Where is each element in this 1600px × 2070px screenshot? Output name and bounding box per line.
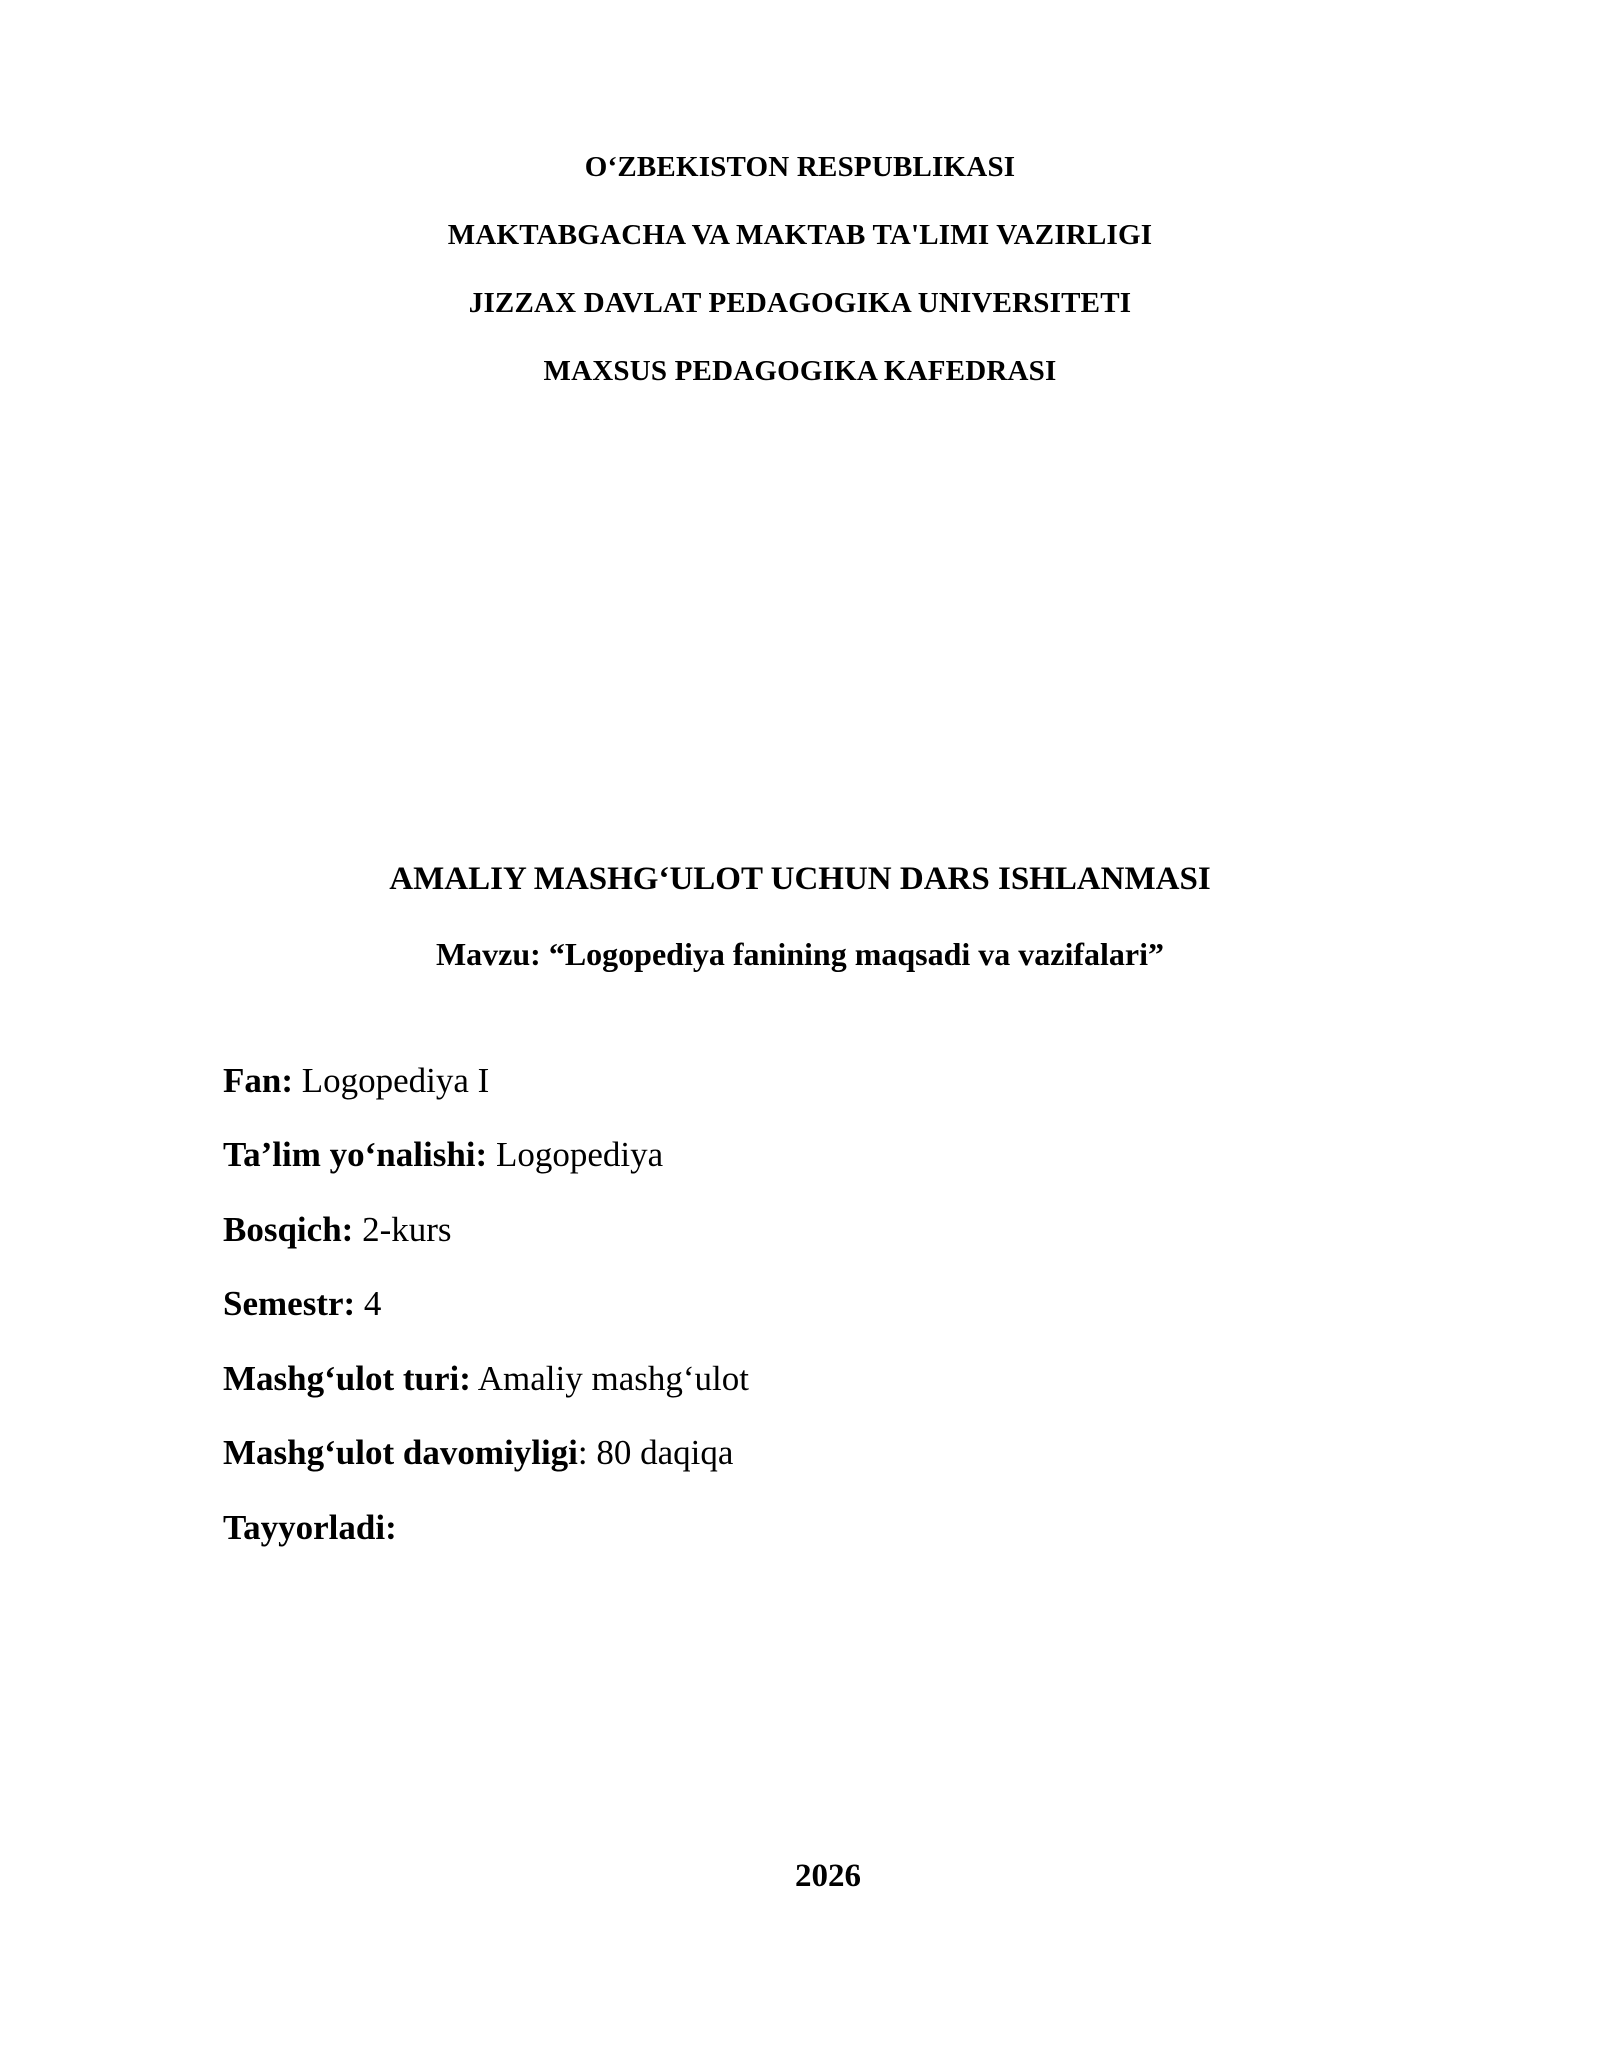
info-row-prepared-by	[223, 1507, 397, 1549]
ministry-name: MAKTABGACHA VA MAKTAB TA'LIMI VAZIRLIGI	[447, 219, 1153, 251]
info-row-field	[223, 1134, 663, 1176]
info-value: 2-kurs	[362, 1210, 452, 1249]
info-value: Amaliy mashg‘ulot	[477, 1359, 749, 1398]
document-title: AMALIY MASHG‘ULOT UCHUN DARS ISHLANMASI	[389, 861, 1211, 897]
info-label: Bosqich:	[223, 1210, 354, 1249]
info-separator	[355, 1284, 364, 1323]
info-separator	[487, 1135, 496, 1174]
info-value: 4	[363, 1284, 382, 1323]
info-label: Mashg‘ulot davomiyligi	[223, 1433, 578, 1472]
info-separator	[293, 1061, 302, 1100]
info-row-semester	[223, 1283, 381, 1325]
info-label: Ta’lim yo‘nalishi:	[223, 1135, 488, 1174]
info-label: Fan:	[223, 1061, 293, 1100]
info-separator: :	[577, 1433, 597, 1472]
info-label: Semestr:	[223, 1284, 356, 1323]
year: 2026	[795, 1858, 861, 1894]
info-separator	[471, 1359, 478, 1398]
info-label: Mashg‘ulot turi:	[223, 1359, 471, 1398]
country-name: O‘ZBEKISTON RESPUBLIKASI	[584, 151, 1016, 183]
info-value: Logopediya	[495, 1135, 664, 1174]
department-name: MAXSUS PEDAGOGIKA KAFEDRASI	[543, 355, 1057, 387]
info-row-stage	[223, 1209, 452, 1251]
info-separator	[353, 1210, 362, 1249]
university-name: JIZZAX DAVLAT PEDAGOGIKA UNIVERSITETI	[468, 287, 1132, 319]
info-row-duration	[223, 1432, 733, 1474]
info-row-subject	[223, 1060, 489, 1102]
info-value: Logopediya I	[301, 1061, 490, 1100]
info-row-lesson-type	[223, 1358, 749, 1400]
document-topic: Mavzu: “Logopediya fanining maqsadi va vazifalari”	[435, 936, 1165, 972]
info-value: 80 daqiqa	[596, 1433, 734, 1472]
info-label: Tayyorladi:	[223, 1508, 397, 1547]
